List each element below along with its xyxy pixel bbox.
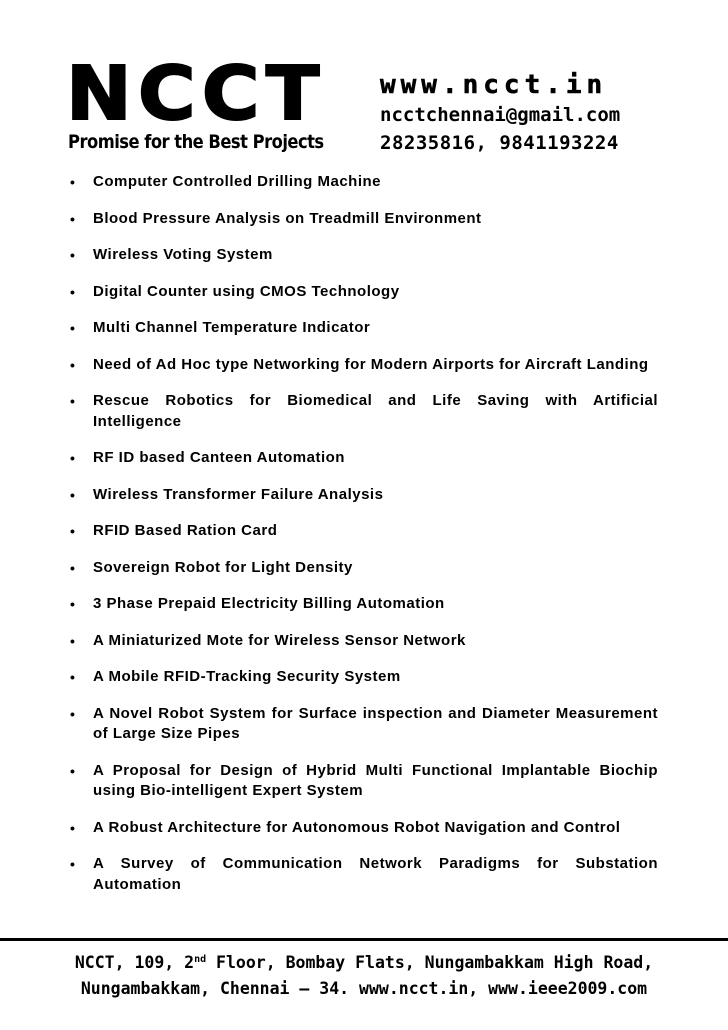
project-title: A Survey of Communication Network Paradigms for Substation Automation xyxy=(93,855,658,893)
project-title: RFID Based Ration Card xyxy=(93,522,278,539)
website-text: www.ncct.in xyxy=(380,70,608,100)
bullet-icon: • xyxy=(70,486,76,503)
project-item xyxy=(70,282,658,303)
project-title: Wireless Transformer Failure Analysis xyxy=(93,485,384,503)
bullet-icon: • xyxy=(70,596,76,612)
project-item xyxy=(70,355,658,376)
project-list xyxy=(70,172,658,911)
project-item xyxy=(70,818,658,839)
email-text: ncctchennai@gmail.com xyxy=(380,104,621,126)
project-title: Digital Counter using CMOS Technology xyxy=(93,282,400,300)
project-title: Multi Channel Temperature Indicator xyxy=(93,319,371,336)
project-title: A Mobile RFID-Tracking Security System xyxy=(93,668,401,685)
project-title: Wireless Voting System xyxy=(93,246,273,263)
bullet-icon: • xyxy=(70,393,76,409)
bullet-icon: • xyxy=(70,705,76,722)
project-title: A Proposal for Design of Hybrid Multi Functional Implantable Biochip using Bio-intelligent Expert System xyxy=(93,761,658,799)
phone-numbers: 28235816, 9841193224 xyxy=(380,132,619,154)
bullet-icon: • xyxy=(70,632,76,649)
project-title: A Robust Architecture for Autonomous Robot Navigation and Control xyxy=(93,818,621,836)
project-item xyxy=(70,704,658,745)
footer-divider xyxy=(0,938,728,941)
project-title: Need of Ad Hoc type Networking for Modern Airports for Aircraft Landing xyxy=(93,355,649,373)
project-item xyxy=(70,521,658,542)
bullet-icon: • xyxy=(70,210,76,227)
tagline: Promise for the Best Projects xyxy=(68,131,324,153)
bullet-icon: • xyxy=(70,283,76,300)
project-item xyxy=(70,485,658,506)
footer-line-1-start: NCCT, 109, 2 xyxy=(74,953,195,972)
project-item xyxy=(70,318,658,339)
project-title: 3 Phase Prepaid Electricity Billing Automation xyxy=(93,595,445,612)
project-item xyxy=(70,172,658,193)
project-title: Sovereign Robot for Light Density xyxy=(93,558,353,576)
bullet-icon: • xyxy=(70,450,76,466)
footer-ordinal-suffix: nd xyxy=(194,954,207,965)
project-item xyxy=(70,631,658,652)
project-item xyxy=(70,209,658,230)
bullet-icon: • xyxy=(70,762,76,779)
bullet-icon: • xyxy=(70,819,76,836)
footer-line-1 xyxy=(0,950,728,976)
project-item xyxy=(70,448,658,469)
project-item xyxy=(70,667,658,688)
ncct-logo: NCCT xyxy=(66,51,326,137)
project-item xyxy=(70,854,658,895)
project-item xyxy=(70,594,658,615)
bullet-icon: • xyxy=(70,247,76,263)
project-title: Rescue Robotics for Biomedical and Life Saving with Artificial Intelligence xyxy=(93,392,658,430)
project-item xyxy=(70,391,658,432)
project-title: Computer Controlled Drilling Machine xyxy=(93,173,382,190)
bullet-icon: • xyxy=(70,356,76,373)
project-item xyxy=(70,245,658,266)
bullet-icon: • xyxy=(70,523,76,539)
project-item xyxy=(70,761,658,802)
footer-line-1-end: Floor, Bombay Flats, Nungambakkam High Road, xyxy=(206,953,654,972)
project-item xyxy=(70,558,658,579)
footer-line-2: Nungambakkam, Chennai – 34. www.ncct.in, www.ieee2009.com xyxy=(80,979,648,998)
project-title: Blood Pressure Analysis on Treadmill Environment xyxy=(93,209,482,227)
bullet-icon: • xyxy=(70,856,76,872)
project-title: A Miniaturized Mote for Wireless Sensor Network xyxy=(93,631,466,649)
bullet-icon: • xyxy=(70,320,76,336)
bullet-icon: • xyxy=(70,559,76,576)
letterhead xyxy=(0,0,728,170)
project-title: A Novel Robot System for Surface inspection and Diameter Measurement of Large Size Pipes xyxy=(93,704,658,742)
bullet-icon: • xyxy=(70,669,76,685)
project-title: RF ID based Canteen Automation xyxy=(93,449,345,466)
footer-address xyxy=(0,950,728,1002)
bullet-icon: • xyxy=(70,174,76,190)
